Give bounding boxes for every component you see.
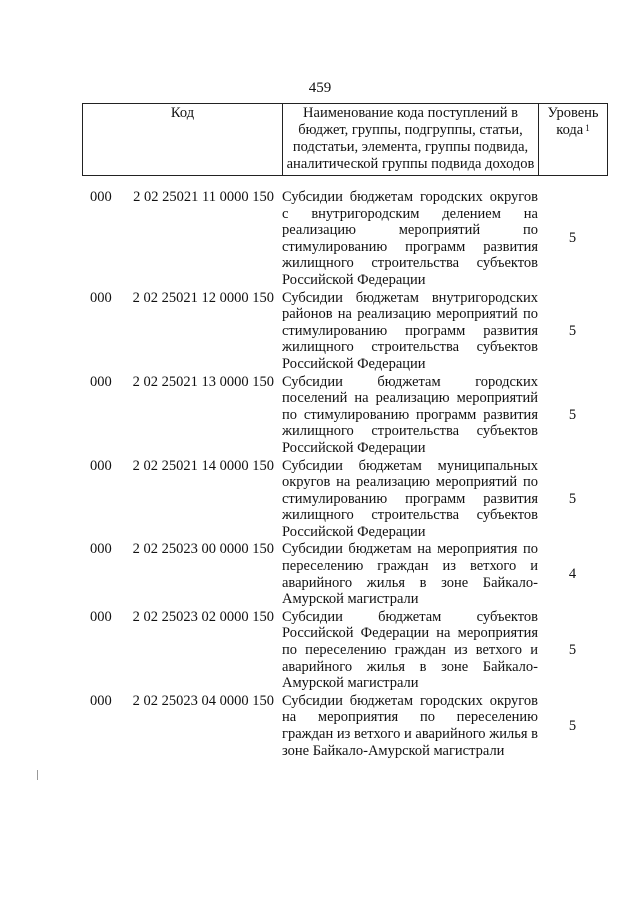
row-level: 5 <box>568 322 577 339</box>
row-level: 5 <box>568 717 577 734</box>
row-admin-code: 000 <box>90 541 112 558</box>
row-code: 2 02 25021 14 0000 150 <box>132 457 274 474</box>
row-code: 2 02 25023 02 0000 150 <box>132 608 274 625</box>
row-level: 5 <box>568 642 577 659</box>
row-level: 5 <box>568 490 577 507</box>
row-level: 5 <box>568 406 577 423</box>
row-admin-code: 000 <box>90 457 112 474</box>
table-row <box>82 374 607 457</box>
row-code: 2 02 25023 00 0000 150 <box>132 541 274 558</box>
row-admin-code: 000 <box>90 692 112 709</box>
row-admin-code: 000 <box>90 289 112 306</box>
table-row <box>82 609 607 692</box>
row-admin-code: 000 <box>90 189 112 205</box>
row-level: 5 <box>568 230 577 247</box>
row-admin-code: 000 <box>90 373 112 390</box>
table-row <box>82 290 607 373</box>
row-code: 2 02 25021 11 0000 150 <box>133 189 274 205</box>
header-level-footnote: 1 <box>585 123 590 133</box>
row-name: Субсидии бюджетам городских округов с внутригородским делением на реализацию мероприятий по стимулированию программ развития жилищного строительства субъектов Российской Федерации <box>282 189 538 288</box>
row-name: Субсидии бюджетам муниципальных округов на реализацию мероприятий по стимулированию программ развития жилищного строительства субъектов Российской Федерации <box>282 457 538 540</box>
table-row <box>82 458 607 541</box>
header-level-label: Уровень кода <box>547 105 599 138</box>
row-name: Субсидии бюджетам на мероприятия по переселению граждан из ветхого и аварийного жилья в зоне Байкало-Амурской магистрали <box>282 541 538 608</box>
header-level <box>539 104 608 176</box>
row-name: Субсидии бюджетам городских округов на мероприятия по переселению граждан из ветхого и аварийного жилья в зоне Байкало-Амурской магистрали <box>282 692 538 759</box>
row-name: Субсидии бюджетам субъектов Российской Федерации на мероприятия по переселению граждан из ветхого и аварийного жилья в зоне Байкало-Амурской магистрали <box>282 608 538 692</box>
table-row <box>82 189 607 289</box>
row-code: 2 02 25023 04 0000 150 <box>132 692 274 709</box>
header-code: Код <box>83 104 283 176</box>
table-row <box>82 541 607 607</box>
table-body <box>82 189 607 760</box>
table-row <box>82 693 607 759</box>
row-name: Субсидии бюджетам внутригородских районов на реализацию мероприятий по стимулированию программ развития жилищного строительства субъектов Российской Федерации <box>282 289 538 372</box>
margin-mark <box>37 770 38 780</box>
row-code: 2 02 25021 12 0000 150 <box>132 289 274 306</box>
header-name: Наименование кода поступлений в бюджет, группы, подгруппы, статьи, подстатьи, элемента, группы подвида, аналитической группы подвида доходов <box>283 104 539 176</box>
row-name: Субсидии бюджетам городских поселений на реализацию мероприятий по стимулированию программ развития жилищного строительства субъектов Российской Федерации <box>282 373 538 456</box>
table-header <box>82 103 608 176</box>
row-level: 4 <box>568 566 577 583</box>
row-admin-code: 000 <box>90 608 112 625</box>
row-code: 2 02 25021 13 0000 150 <box>132 373 274 390</box>
page-number: 459 <box>308 80 332 96</box>
